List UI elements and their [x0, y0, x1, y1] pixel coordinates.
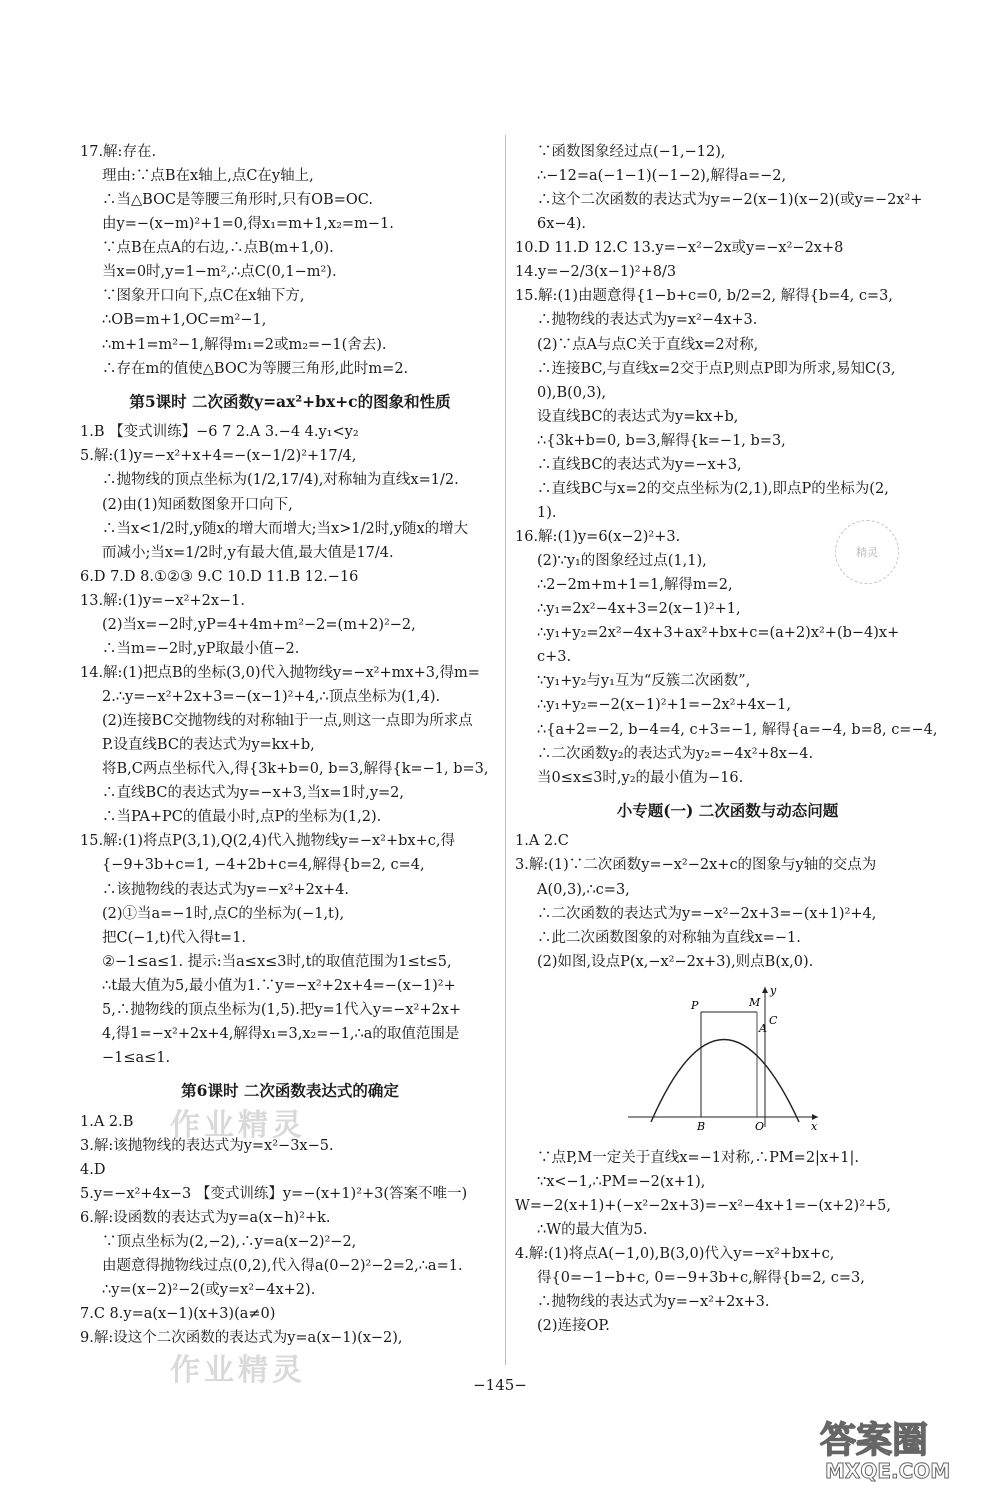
label-b: B	[697, 1119, 706, 1132]
answer-line: 理由:∵点B在x轴上,点C在y轴上,	[102, 168, 314, 185]
answer-line: 当0≤x≤3时,y₂的最小值为−16.	[537, 769, 744, 786]
answer-line: A(0,3),∴c=3,	[537, 881, 630, 898]
answer-line: 1.B 【变式训练】−6 7 2.A 3.−4 4.y₁<y₂	[80, 424, 359, 441]
answer-line: 由题意得抛物线过点(0,2),代入得a(0−2)²−2=2,∴a=1.	[102, 1258, 463, 1275]
answer-line: 得{0=−1−b+c, 0=−9+3b+c,解得{b=2, c=3,	[537, 1270, 865, 1287]
answer-line: (2)如图,设点P(x,−x²−2x+3),则点B(x,0).	[537, 953, 814, 970]
right-column	[515, 140, 940, 1338]
answer-line: 5.解:(1)y=−x²+x+4=−(x−1/2)²+17/4,	[80, 448, 357, 465]
label-x: x	[811, 1119, 818, 1132]
answer-line: 3.解:(1)∵二次函数y=−x²−2x+c的图象与y轴的交点为	[515, 857, 877, 874]
answer-line: ∴OB=m+1,OC=m²−1,	[102, 312, 267, 329]
answer-line: 1.A 2.B	[80, 1113, 134, 1130]
answer-line: ∴直线BC的表达式为y=−x+3,	[537, 456, 742, 473]
answer-line: 4.解:(1)将点A(−1,0),B(3,0)代入y=−x²+bx+c,	[515, 1246, 835, 1263]
answer-line: 15.解:(1)将点P(3,1),Q(2,4)代入抛物线y=−x²+bx+c,得	[80, 833, 455, 850]
watermark: 作业精灵	[170, 1353, 306, 1388]
answer-line: 17.解:存在.	[80, 144, 157, 160]
answer-line: ∴当PA+PC的值最小时,点P的坐标为(1,2).	[102, 809, 382, 826]
section-heading: 第6课时 二次函数表达式的确定	[181, 1081, 399, 1101]
answer-line: ∴存在m的值使△BOC为等腰三角形,此时m=2.	[102, 360, 409, 377]
answer-line: 3.解:该抛物线的表达式为y=x²−3x−5.	[80, 1137, 334, 1154]
answer-line: ∴当△BOC是等腰三角形时,只有OB=OC.	[102, 192, 373, 209]
answer-line: ∴y₁+y₂=2x²−4x+3+ax²+bx+c=(a+2)x²+(b−4)x+	[537, 625, 900, 642]
parabola-curve	[651, 1039, 799, 1122]
answer-line: 10.D 11.D 12.C 13.y=−x²−2x或y=−x²−2x+8	[515, 240, 844, 257]
logo-main-text: 答案圈	[820, 1420, 929, 1461]
label-a: A	[759, 1021, 767, 1035]
logo-sub-text: MXQE.COM	[825, 1459, 951, 1483]
answer-line: ∵y₁+y₂与y₁互为“反簇二次函数”,	[537, 673, 751, 690]
answer-line: 而减小;当x=1/2时,y有最大值,最大值是17/4.	[102, 544, 394, 561]
answer-line: P.设直线BC的表达式为y=kx+b,	[102, 737, 315, 754]
answer-line: 7.C 8.y=a(x−1)(x+3)(a≠0)	[80, 1306, 276, 1323]
answer-line: (2)连接BC交抛物线的对称轴l于一点,则这一点即为所求点	[102, 713, 473, 730]
answer-line: 14.y=−2/3(x−1)²+8/3	[515, 264, 677, 281]
answer-line: 4,得1=−x²+2x+4,解得x₁=3,x₂=−1,∴a的取值范围是	[102, 1025, 460, 1042]
answer-line: ∵点P,M一定关于直线x=−1对称,∴PM=2|x+1|.	[537, 1149, 859, 1166]
answer-line: 设直线BC的表达式为y=kx+b,	[537, 408, 739, 425]
answer-line: ∴y₁=2x²−4x+3=2(x−1)²+1,	[537, 601, 741, 618]
answer-line: 当x=0时,y=1−m²,∴点C(0,1−m²).	[102, 264, 337, 281]
answer-line: ∴t最大值为5,最小值为1.∵y=−x²+2x+4=−(x−1)²+	[102, 977, 456, 994]
answer-line: ∴抛物线的顶点坐标为(1/2,17/4),对称轴为直线x=1/2.	[102, 472, 459, 489]
answer-line: ∴y₁+y₂=−2(x−1)²+1=−2x²+4x−1,	[537, 697, 792, 714]
stamp-seal	[835, 520, 899, 584]
answer-line: ∴抛物线的表达式为y=−x²+2x+3.	[537, 1294, 770, 1311]
answer-line: ∴{3k+b=0, b=3,解得{k=−1, b=3,	[537, 432, 786, 449]
answer-line: (2)①当a=−1时,点C的坐标为(−1,t),	[102, 905, 345, 922]
answer-line: ∴二次函数的表达式为y=−x²−2x+3=−(x+1)²+4,	[537, 905, 877, 922]
answer-line: 6.解:设函数的表达式为y=a(x−h)²+k.	[80, 1210, 331, 1226]
answer-line: 16.解:(1)y=6(x−2)²+3.	[515, 529, 681, 545]
answer-line: 2.∴y=−x²+2x+3=−(x−1)²+4,∴顶点坐标为(1,4).	[102, 689, 441, 706]
answer-line: ∴2−2m+m+1=1,解得m=2,	[537, 577, 733, 594]
answer-line: 0),B(0,3),	[537, 384, 607, 401]
watermark: 作业精灵	[170, 1108, 306, 1143]
y-axis-arrow	[762, 987, 768, 993]
left-column	[80, 140, 500, 1350]
answer-line: (2)∵点A与点C关于直线x=2对称,	[537, 336, 759, 353]
page-number: −145−	[473, 1376, 527, 1394]
answer-line: ∴当x<1/2时,y随x的增大而增大;当x>1/2时,y随x的增大	[102, 520, 469, 537]
answer-line: ∵x<−1,∴PM=−2(x+1),	[537, 1173, 706, 1190]
label-y: y	[770, 983, 777, 997]
label-m: M	[749, 995, 761, 1009]
column-divider	[505, 135, 506, 1365]
answer-line: ∵图象开口向下,点C在x轴下方,	[102, 288, 305, 305]
answer-line: ∴{a+2=−2, b−4=4, c+3=−1, 解得{a=−4, b=8, c=−4,	[537, 721, 938, 738]
stamp-text: 精灵	[856, 546, 878, 559]
answer-line: {−9+3b+c=1, −4+2b+c=4,解得{b=2, c=4,	[102, 857, 425, 874]
right-column-bottom	[515, 1146, 940, 1339]
answer-line: 6.D 7.D 8.①②③ 9.C 10.D 11.B 12.−16	[80, 568, 359, 585]
answer-line: 5,∴抛物线的顶点坐标为(1,5).把y=1代入y=−x²+2x+	[102, 1001, 462, 1018]
answer-line: ②−1≤a≤1. 提示:当a≤x≤3时,t的取值范围为1≤t≤5,	[102, 953, 452, 970]
answer-line: ∵顶点坐标为(2,−2),∴y=a(x−2)²−2,	[102, 1234, 357, 1251]
answer-line: ∴该抛物线的表达式为y=−x²+2x+4.	[102, 881, 350, 898]
answer-line: ∴二次函数y₂的表达式为y₂=−4x²+8x−4.	[537, 745, 814, 762]
answer-line: ∴连接BC,与直线x=2交于点P,则点P即为所求,易知C(3,	[537, 360, 896, 377]
answer-line: 将B,C两点坐标代入,得{3k+b=0, b=3,解得{k=−1, b=3,	[102, 761, 489, 778]
answer-line: ∵函数图象经过点(−1,−12),	[537, 144, 726, 160]
answer-line: 由y=−(x−m)²+1=0,得x₁=m+1,x₂=m−1.	[102, 216, 394, 233]
section-heading: 小专题(一) 二次函数与动态问题	[616, 800, 839, 820]
answer-line: ∴m+1=m²−1,解得m₁=2或m₂=−1(舍去).	[102, 336, 387, 353]
answer-line: ∴直线BC与x=2的交点坐标为(2,1),即点P的坐标为(2,	[537, 480, 889, 497]
answer-line: 13.解:(1)y=−x²+2x−1.	[80, 592, 246, 609]
section-heading: 第5课时 二次函数y=ax²+bx+c的图象和性质	[129, 391, 451, 411]
answer-line: ∴此二次函数图象的对称轴为直线x=−1.	[537, 929, 801, 946]
answer-line: ∴这个二次函数的表达式为y=−2(x−1)(x−2)(或y=−2x²+	[537, 192, 923, 209]
answer-line: ∴y=(x−2)²−2(或y=x²−4x+2).	[102, 1282, 316, 1299]
answer-line: ∴当m=−2时,yP取最小值−2.	[102, 640, 300, 657]
label-p: P	[691, 998, 699, 1012]
label-c: C	[769, 1013, 778, 1027]
answer-line: ∴−12=a(−1−1)(−1−2),解得a=−2,	[537, 168, 787, 185]
answer-line: ∵点B在点A的右边,∴点B(m+1,0).	[102, 240, 334, 257]
answer-line: 1.A 2.C	[515, 833, 569, 850]
answer-line: 14.解:(1)把点B的坐标(3,0)代入抛物线y=−x²+mx+3,得m=	[80, 664, 480, 681]
site-logo	[815, 1410, 985, 1485]
answer-line: (2)当x=−2时,yP=4+4m+m²−2=(m+2)²−2,	[102, 616, 416, 633]
answer-line: ∴W的最大值为5.	[537, 1222, 648, 1239]
answer-line: 4.D	[80, 1161, 106, 1178]
answer-line: (2)连接OP.	[537, 1318, 610, 1335]
answer-line: 5.y=−x²+4x−3 【变式训练】y=−(x+1)²+3(答案不唯一)	[80, 1185, 468, 1202]
answer-line: (2)由(1)知函数图象开口向下,	[102, 496, 293, 513]
answer-line: −1≤a≤1.	[102, 1049, 171, 1066]
parabola-figure	[623, 982, 823, 1132]
answer-line: W=−2(x+1)+(−x²−2x+3)=−x²−4x+1=−(x+2)²+5,	[515, 1197, 892, 1214]
answer-line: 6x−4).	[537, 216, 587, 233]
answer-line: c+3.	[537, 649, 572, 666]
answer-line: 把C(−1,t)代入得t=1.	[102, 929, 247, 946]
answer-line: ∴抛物线的表达式为y=x²−4x+3.	[537, 312, 758, 329]
answer-line: 9.解:设这个二次函数的表达式为y=a(x−1)(x−2),	[80, 1330, 403, 1347]
answer-line: (2)∵y₁的图象经过点(1,1),	[537, 553, 707, 570]
answer-line: 15.解:(1)由题意得{1−b+c=0, b/2=2, 解得{b=4, c=3,	[515, 288, 893, 305]
label-o: O	[755, 1119, 765, 1132]
answer-line: 1).	[537, 504, 557, 521]
answer-line: ∴直线BC的表达式为y=−x+3,当x=1时,y=2,	[102, 785, 405, 802]
